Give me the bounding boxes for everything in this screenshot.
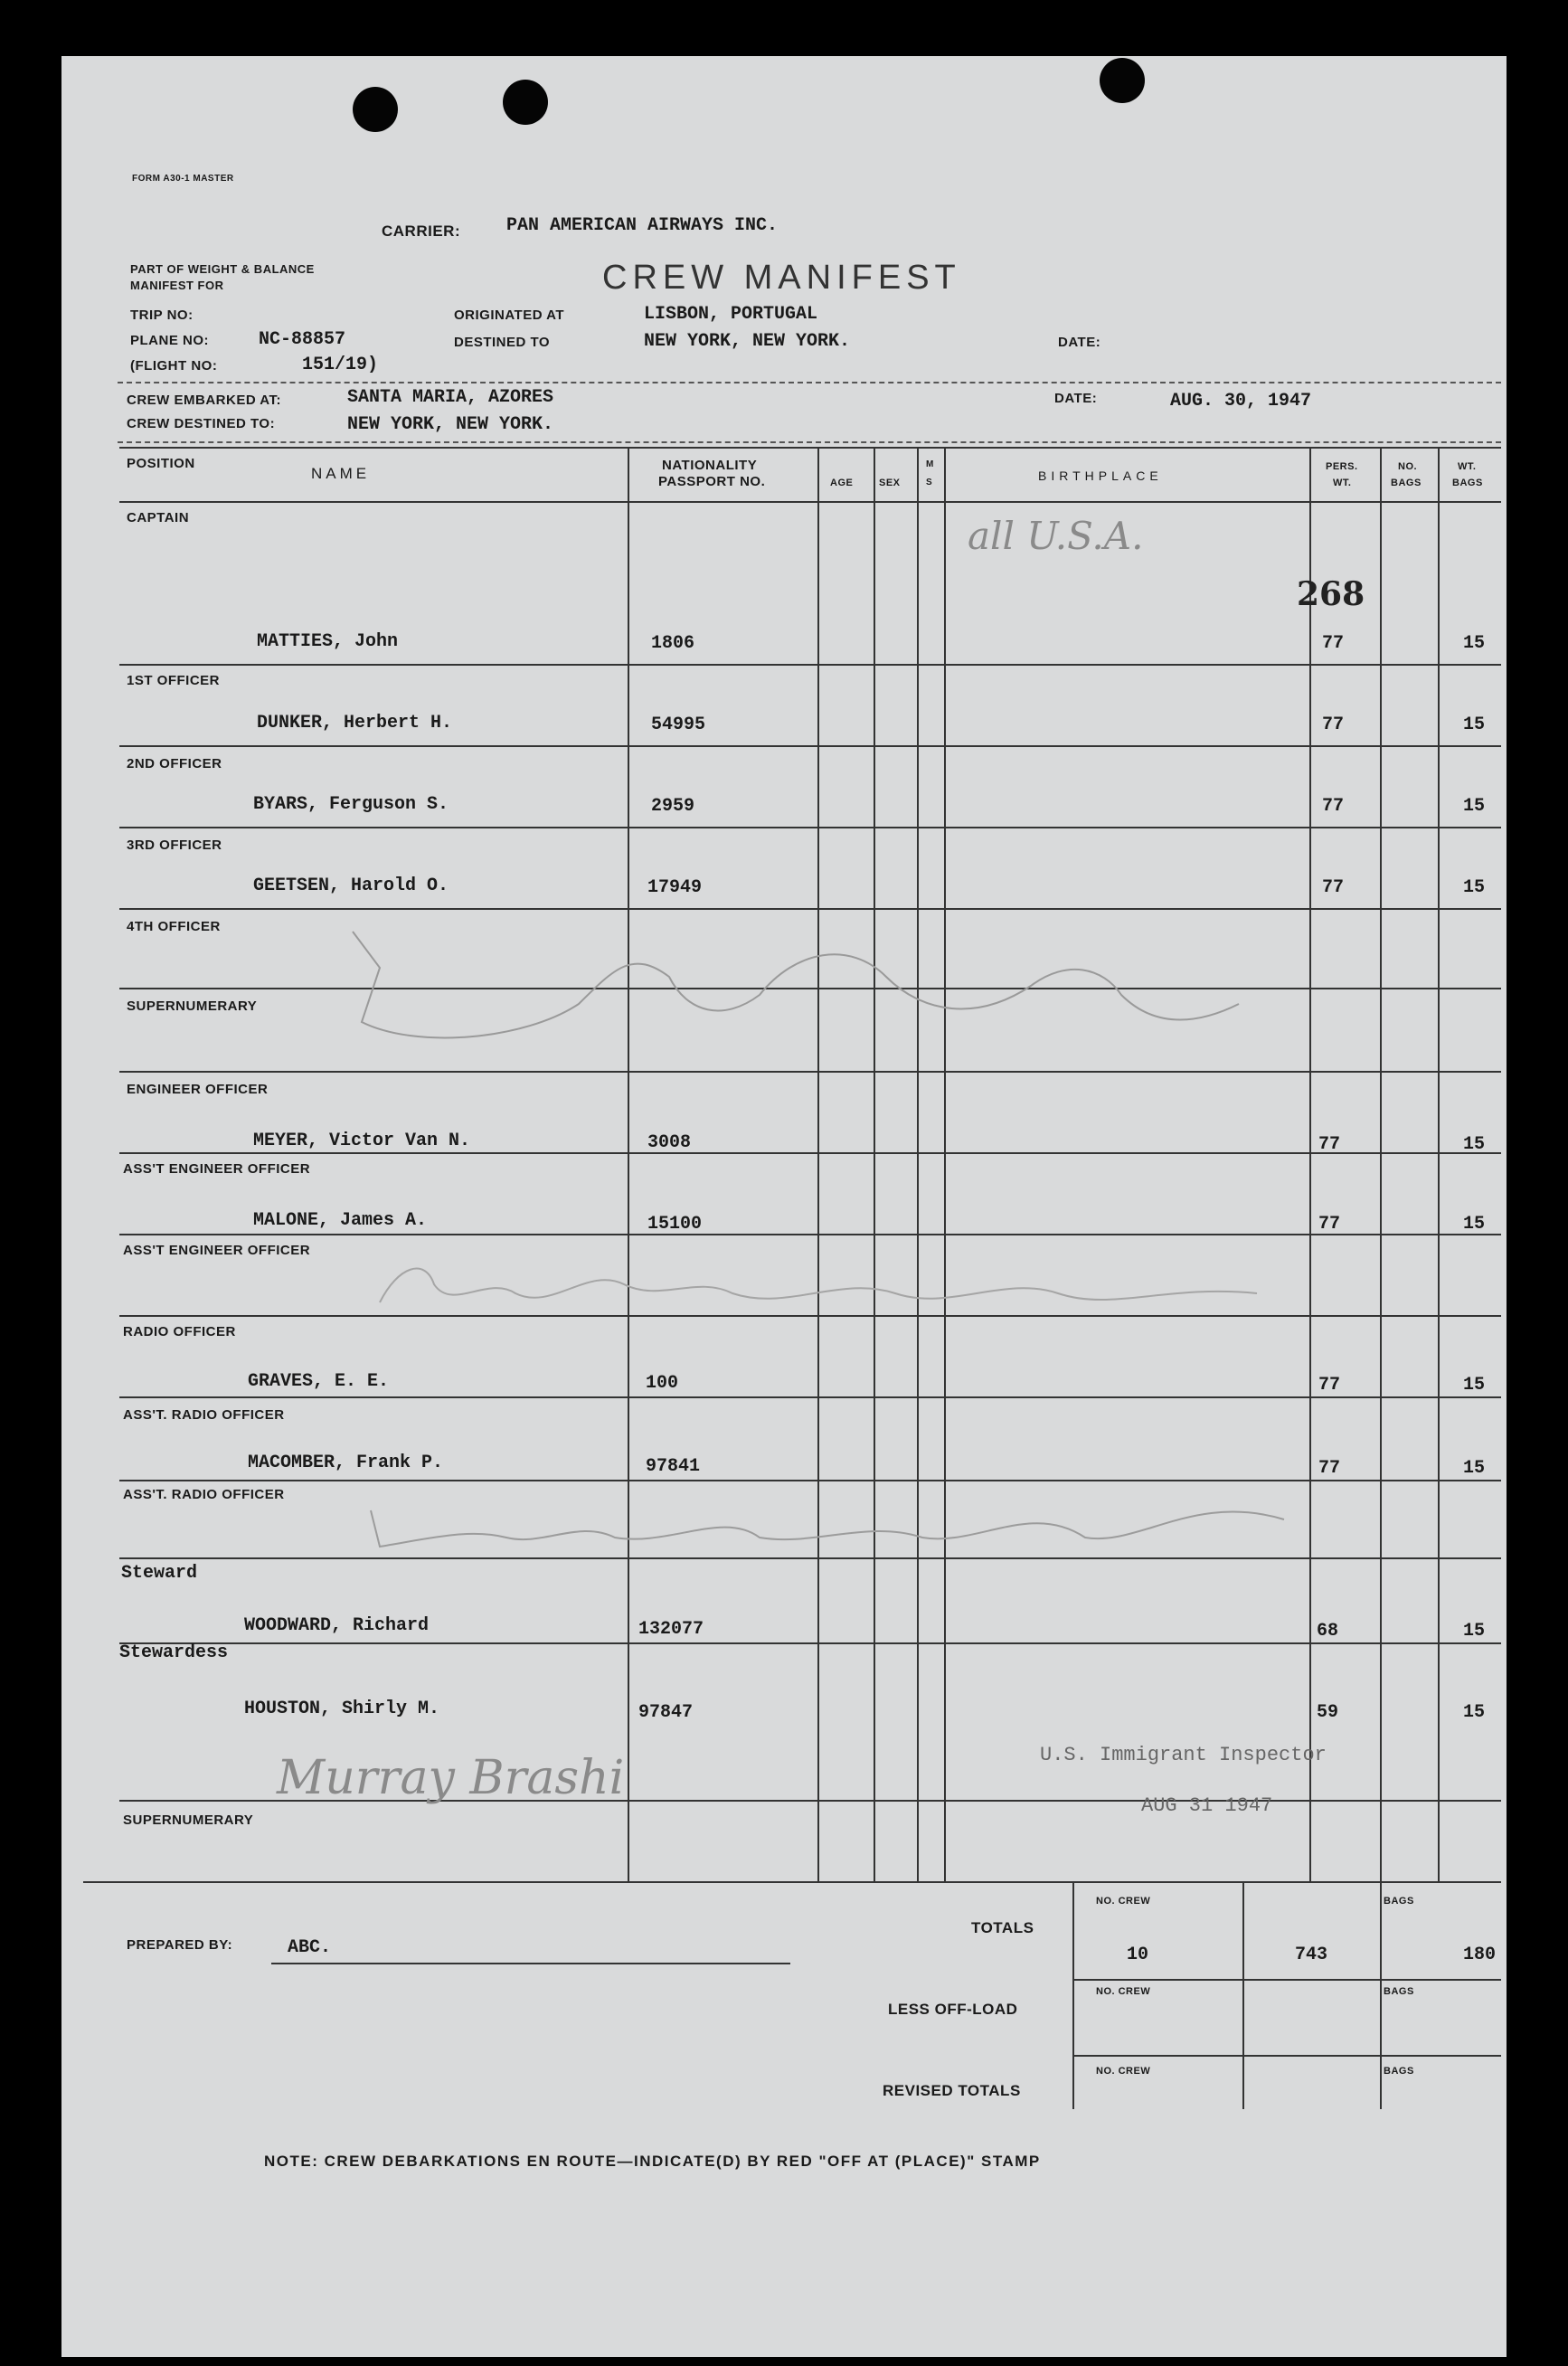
bag-weight: 15 — [1463, 1375, 1486, 1396]
col-ms-s: S — [926, 478, 933, 487]
crew-name: MATTIES, John — [257, 631, 399, 652]
passport-no: 3008 — [647, 1132, 692, 1153]
position-label: ASS'T. RADIO OFFICER — [123, 1407, 285, 1423]
page-title: CREW MANIFEST — [602, 259, 961, 297]
form-code: FORM A30-1 MASTER — [132, 174, 234, 184]
row-divider — [119, 664, 1501, 666]
plane-no-value: NC-88857 — [259, 329, 346, 350]
col-sep-sex — [917, 447, 919, 1881]
pencil-scribble — [371, 1248, 1275, 1320]
originated-label: ORIGINATED AT — [454, 308, 565, 323]
totals-box-right — [1380, 1881, 1382, 2109]
col-sep-perswt — [1380, 447, 1382, 1881]
trip-no-label: TRIP NO: — [130, 308, 194, 323]
weight-balance-label: PART OF WEIGHT & BALANCE — [130, 262, 315, 276]
passport-no: 54995 — [651, 715, 706, 735]
bag-weight: 15 — [1463, 1134, 1486, 1155]
position-label: 4TH OFFICER — [127, 919, 221, 934]
crew-name: HOUSTON, Shirly M. — [244, 1699, 440, 1719]
col-passport: PASSPORT NO. — [658, 474, 766, 489]
crew-name: GRAVES, E. E. — [248, 1371, 390, 1392]
pers-weight: 77 — [1318, 1375, 1341, 1396]
position-label: 2ND OFFICER — [127, 756, 222, 771]
col-age: AGE — [830, 478, 854, 488]
position-label: SUPERNUMERARY — [123, 1812, 254, 1828]
prepared-by-value: ABC. — [288, 1937, 332, 1958]
carrier-label: CARRIER: — [382, 222, 461, 240]
table-top-border — [119, 447, 1501, 449]
embarked-value: SANTA MARIA, AZORES — [347, 387, 554, 408]
pers-weight: 68 — [1317, 1621, 1339, 1642]
row-divider — [119, 1642, 1501, 1644]
bag-weight: 15 — [1463, 1621, 1486, 1642]
date-label-top: DATE: — [1058, 335, 1101, 350]
footer-note: NOTE: CREW DEBARKATIONS EN ROUTE—INDICATE(D) BY RED "OFF AT (PLACE)" STAMP — [264, 2153, 1041, 2170]
crew-destined-value: NEW YORK, NEW YORK. — [347, 414, 554, 435]
col-name: NAME — [311, 465, 371, 482]
row-divider — [119, 1152, 1501, 1154]
pers-weight: 77 — [1318, 1458, 1341, 1479]
passport-no: 15100 — [647, 1214, 703, 1235]
row-divider — [119, 908, 1501, 910]
col-pers-wt-1: PERS. — [1326, 461, 1358, 472]
col-pers-wt-2: WT. — [1333, 478, 1352, 488]
col-sep-birthplace — [1309, 447, 1311, 1881]
prepared-by-underline — [271, 1963, 790, 1964]
bag-weight: 15 — [1463, 796, 1486, 817]
total-weight: 743 — [1295, 1945, 1328, 1965]
crew-name: WOODWARD, Richard — [244, 1615, 430, 1636]
col-nationality: NATIONALITY — [662, 458, 758, 473]
flight-no-value: 151/19) — [302, 355, 379, 375]
passport-no: 100 — [646, 1373, 679, 1394]
position-label: CAPTAIN — [127, 510, 190, 525]
row-divider — [119, 1557, 1501, 1559]
punch-hole-middle — [503, 80, 548, 125]
carrier-value: PAN AMERICAN AIRWAYS INC. — [506, 215, 779, 236]
no-crew-label: NO. CREW — [1096, 2066, 1151, 2077]
pers-weight: 77 — [1322, 633, 1345, 654]
inspector-stamp: U.S. Immigrant Inspector — [1040, 1744, 1327, 1766]
inspector-signature: Murray Brashi — [277, 1751, 625, 1805]
manifest-for-label: MANIFEST FOR — [130, 279, 224, 292]
col-no-bags-2: BAGS — [1391, 478, 1422, 488]
bag-weight: 15 — [1463, 877, 1486, 898]
punch-hole-right — [1100, 58, 1145, 103]
bags-label: BAGS — [1384, 1896, 1414, 1907]
col-wt-bags-1: WT. — [1458, 461, 1477, 472]
bag-weight: 15 — [1463, 633, 1486, 654]
pencil-scribble — [362, 1483, 1302, 1556]
crew-name: BYARS, Ferguson S. — [253, 794, 449, 815]
table-bottom-border — [83, 1881, 1501, 1883]
passport-no: 1806 — [651, 633, 695, 654]
revised-totals-label: REVISED TOTALS — [883, 2082, 1021, 2099]
col-sep-name — [628, 447, 629, 1881]
position-label: Steward — [121, 1563, 198, 1584]
pencil-scribble — [344, 913, 1266, 1076]
col-sep-passport — [817, 447, 819, 1881]
passport-no: 97847 — [638, 1702, 694, 1723]
position-label: RADIO OFFICER — [123, 1324, 236, 1339]
divider — [118, 382, 1501, 383]
bags-label: BAGS — [1384, 1986, 1414, 1997]
col-sex: SEX — [879, 478, 901, 488]
col-birthplace: BIRTHPLACE — [1038, 468, 1163, 483]
flight-no-label: (FLIGHT NO: — [130, 358, 218, 374]
totals-row-divider — [1072, 1979, 1501, 1981]
passport-no: 17949 — [647, 877, 703, 898]
birthplace-note: all U.S.A. — [968, 514, 1144, 558]
totals-row-divider — [1072, 2055, 1501, 2057]
inspector-stamp-date: AUG 31 1947 — [1141, 1794, 1273, 1817]
col-sep-age — [874, 447, 875, 1881]
divider — [118, 441, 1501, 443]
bag-weight: 15 — [1463, 1458, 1486, 1479]
originated-value: LISBON, PORTUGAL — [644, 304, 818, 325]
crew-name: DUNKER, Herbert H. — [257, 713, 453, 733]
col-no-bags-1: NO. — [1398, 461, 1418, 472]
no-crew-label: NO. CREW — [1096, 1896, 1151, 1907]
total-crew: 10 — [1127, 1945, 1149, 1965]
crew-name: MEYER, Victor Van N. — [253, 1131, 471, 1151]
total-weight-note: 268 — [1297, 575, 1365, 613]
position-label: 3RD OFFICER — [127, 838, 222, 853]
col-position: POSITION — [127, 456, 195, 471]
prepared-by-label: PREPARED BY: — [127, 1937, 233, 1953]
bag-weight: 15 — [1463, 1214, 1486, 1235]
crew-name: MALONE, James A. — [253, 1210, 428, 1231]
crew-name: GEETSEN, Harold O. — [253, 875, 449, 896]
position-label: Stewardess — [119, 1642, 229, 1663]
embarked-label: CREW EMBARKED AT: — [127, 393, 281, 408]
bag-weight: 15 — [1463, 1702, 1486, 1723]
col-sep-ms — [944, 447, 946, 1881]
pers-weight: 77 — [1322, 796, 1345, 817]
passport-no: 2959 — [651, 796, 695, 817]
position-label: ASS'T. RADIO OFFICER — [123, 1487, 285, 1502]
row-divider — [119, 827, 1501, 828]
pers-weight: 77 — [1318, 1214, 1341, 1235]
totals-box-left — [1072, 1881, 1074, 2109]
crew-name: MACOMBER, Frank P. — [248, 1453, 444, 1473]
destined-label: DESTINED TO — [454, 335, 551, 350]
pers-weight: 77 — [1318, 1134, 1341, 1155]
header-bottom-border — [119, 501, 1501, 503]
totals-label: TOTALS — [971, 1919, 1034, 1936]
total-bags: 180 — [1463, 1945, 1497, 1965]
less-offload-label: LESS OFF-LOAD — [888, 2001, 1018, 2018]
bags-label: BAGS — [1384, 2066, 1414, 2077]
crew-destined-label: CREW DESTINED TO: — [127, 416, 276, 431]
date-label: DATE: — [1054, 391, 1098, 406]
col-wt-bags-2: BAGS — [1452, 478, 1483, 488]
pers-weight: 59 — [1317, 1702, 1339, 1723]
pers-weight: 77 — [1322, 715, 1345, 735]
plane-no-label: PLANE NO: — [130, 333, 209, 348]
no-crew-label: NO. CREW — [1096, 1986, 1151, 1997]
row-divider — [119, 1396, 1501, 1398]
col-ms-m: M — [926, 459, 934, 469]
passport-no: 97841 — [646, 1456, 701, 1477]
destined-value: NEW YORK, NEW YORK. — [644, 331, 851, 352]
row-divider — [119, 745, 1501, 747]
position-label: SUPERNUMERARY — [127, 998, 258, 1014]
bag-weight: 15 — [1463, 715, 1486, 735]
position-label: ASS'T ENGINEER OFFICER — [123, 1161, 311, 1177]
row-divider — [119, 1480, 1501, 1481]
pers-weight: 77 — [1322, 877, 1345, 898]
position-label: ENGINEER OFFICER — [127, 1082, 269, 1097]
row-divider — [119, 1234, 1501, 1235]
date-value: AUG. 30, 1947 — [1170, 391, 1312, 412]
punch-hole-left — [353, 87, 398, 132]
position-label: ASS'T ENGINEER OFFICER — [123, 1243, 311, 1258]
passport-no: 132077 — [638, 1619, 704, 1640]
col-sep-nobags — [1438, 447, 1440, 1881]
totals-box-mid — [1242, 1881, 1244, 2109]
position-label: 1ST OFFICER — [127, 673, 221, 688]
